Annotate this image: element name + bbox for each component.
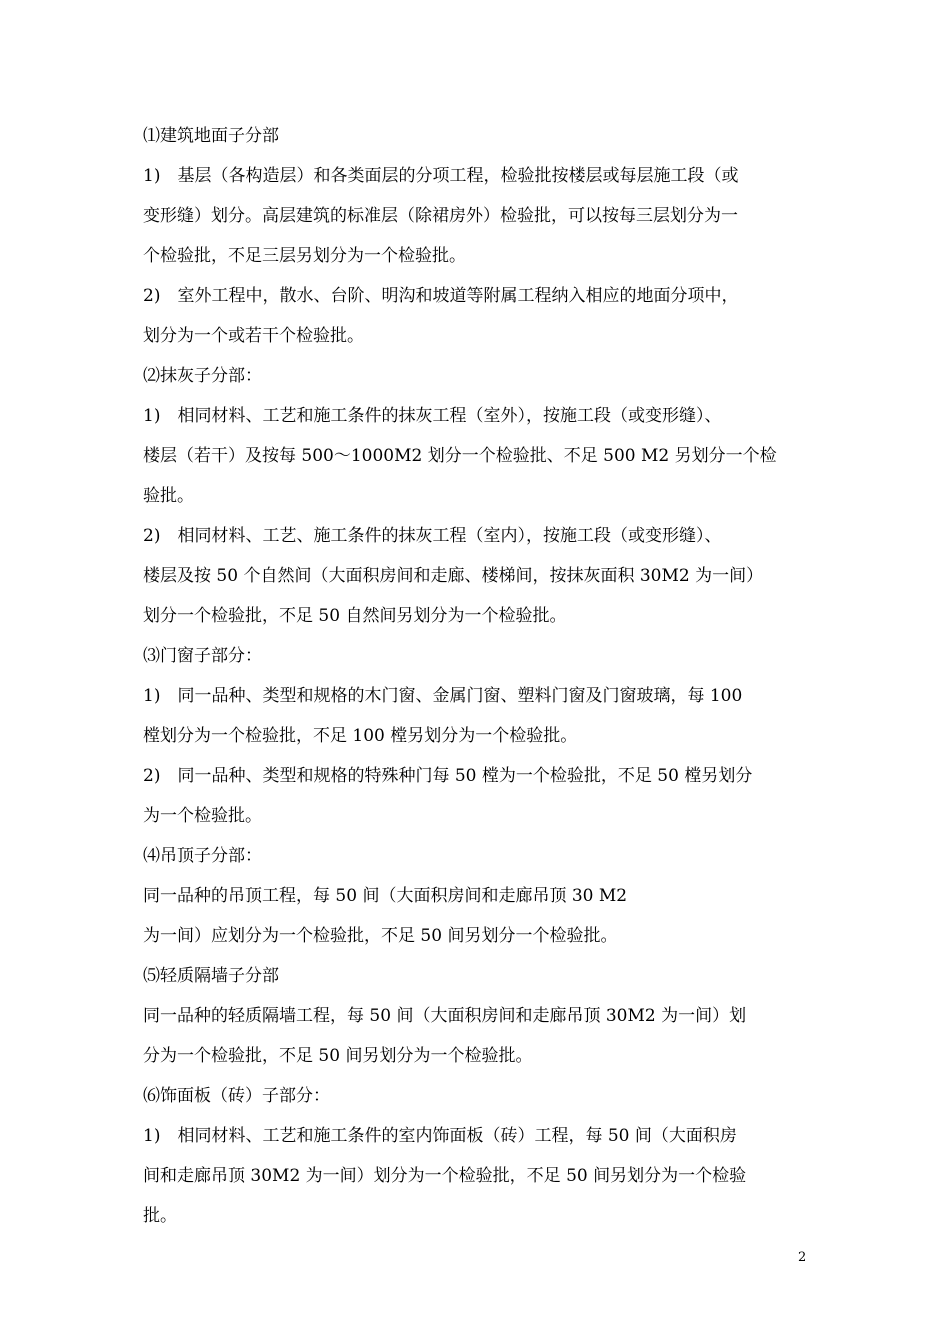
page-number: 2 bbox=[798, 1250, 807, 1265]
text-line: 同一品种的轻质隔墙工程，每 50 间（大面积房间和走廊吊顶 30M2 为一间）划 bbox=[143, 1006, 747, 1026]
text-line: 为一个检验批。 bbox=[143, 806, 262, 826]
section-heading: ⑵抹灰子分部： bbox=[143, 366, 262, 386]
text-line: 楼层及按 50 个自然间（大面积房间和走廊、楼梯间，按抹灰面积 30M2 为一间） bbox=[143, 566, 764, 586]
text-line: 验批。 bbox=[143, 486, 194, 506]
text-line: 同一品种的吊顶工程，每 50 间（大面积房间和走廊吊顶 30 M2 bbox=[143, 886, 628, 906]
text-line: 变形缝）划分。高层建筑的标准层（除裙房外）检验批，可以按每三层划分为一 bbox=[143, 206, 738, 226]
document-body bbox=[143, 116, 809, 1236]
text-line: 1) 相同材料、工艺和施工条件的抹灰工程（室外），按施工段（或变形缝）、 bbox=[143, 406, 722, 426]
text-line: 1) 基层（各构造层）和各类面层的分项工程，检验批按楼层或每层施工段（或 bbox=[143, 166, 739, 186]
text-line: 划分为一个或若干个检验批。 bbox=[143, 326, 364, 346]
section-heading: ⑷吊顶子分部： bbox=[143, 846, 262, 866]
text-line: 为一间）应划分为一个检验批，不足 50 间另划分一个检验批。 bbox=[143, 926, 618, 946]
section-heading: ⑹饰面板（砖）子部分： bbox=[143, 1086, 330, 1106]
text-line: 间和走廊吊顶 30M2 为一间）划分为一个检验批，不足 50 间另划分为一个检验 bbox=[143, 1166, 747, 1186]
section-heading: ⑶门窗子部分： bbox=[143, 646, 262, 666]
section-heading: ⑸轻质隔墙子分部 bbox=[143, 966, 279, 986]
text-line: 2) 相同材料、工艺、施工条件的抹灰工程（室内），按施工段（或变形缝）、 bbox=[143, 526, 722, 546]
text-line: 2) 室外工程中，散水、台阶、明沟和坡道等附属工程纳入相应的地面分项中， bbox=[143, 286, 739, 306]
text-line: 楼层（若干）及按每 500～1000M2 划分一个检验批、不足 500 M2 另划分一个检 bbox=[143, 446, 777, 466]
text-line: 分为一个检验批，不足 50 间另划分为一个检验批。 bbox=[143, 1046, 533, 1066]
text-line: 1) 相同材料、工艺和施工条件的室内饰面板（砖）工程，每 50 间（大面积房 bbox=[143, 1126, 737, 1146]
text-line: 樘划分为一个检验批，不足 100 樘另划分为一个检验批。 bbox=[143, 726, 578, 746]
text-line: 个检验批，不足三层另划分为一个检验批。 bbox=[143, 246, 466, 266]
text-line: 2) 同一品种、类型和规格的特殊种门每 50 樘为一个检验批，不足 50 樘另划分 bbox=[143, 766, 753, 786]
text-line: 划分一个检验批，不足 50 自然间另划分为一个检验批。 bbox=[143, 606, 567, 626]
text-line: 1) 同一品种、类型和规格的木门窗、金属门窗、塑料门窗及门窗玻璃，每 100 bbox=[143, 686, 743, 706]
text-line: 批。 bbox=[143, 1206, 177, 1226]
section-heading: ⑴建筑地面子分部 bbox=[143, 126, 279, 146]
